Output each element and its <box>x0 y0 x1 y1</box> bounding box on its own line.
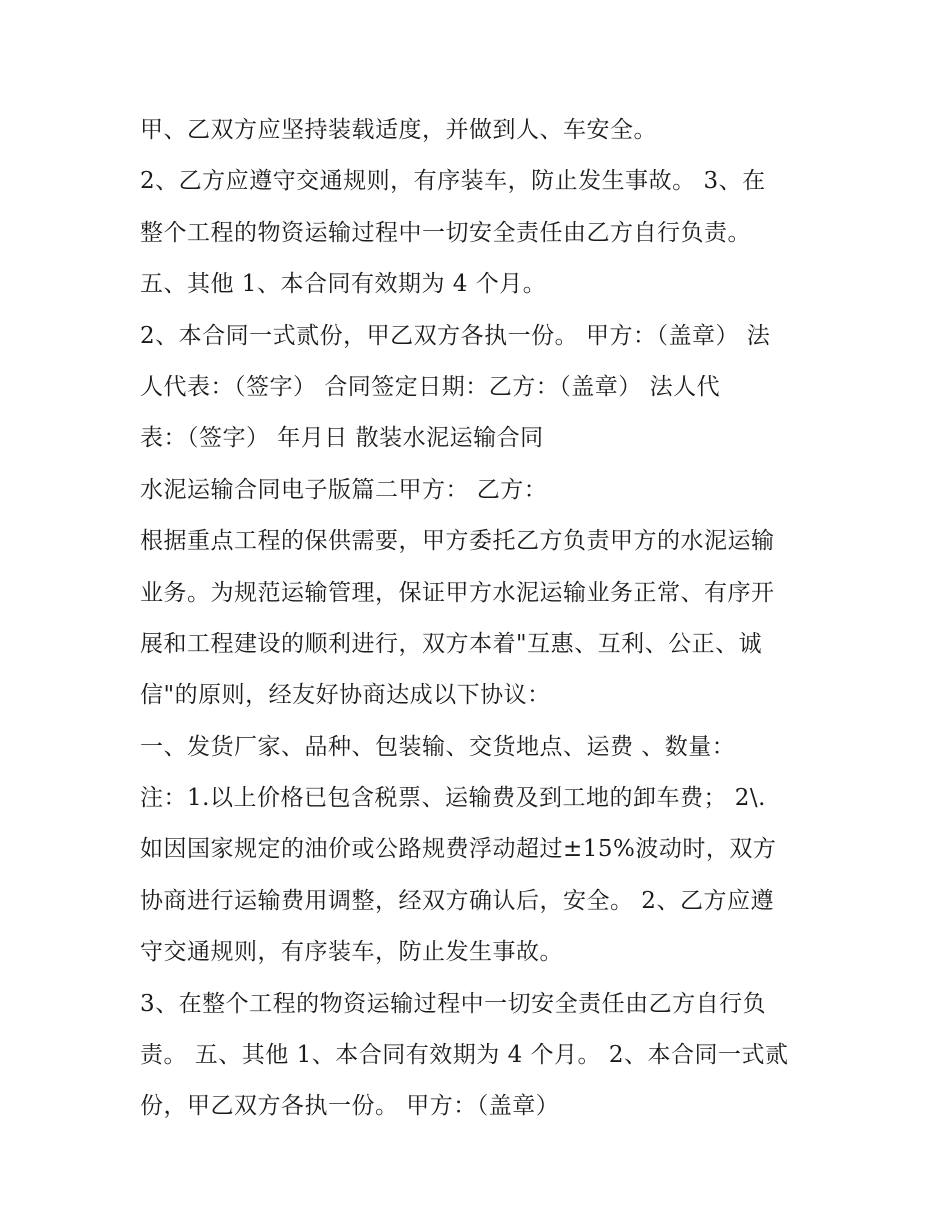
section-heading: 水泥运输合同电子版篇二甲方： 乙方： <box>140 476 548 503</box>
text-line: 注：1.以上价格已包含税票、运输费及到工地的卸车费； 2\. <box>140 785 766 812</box>
text-line: 根据重点工程的保供需要，甲方委托乙方负责甲方的水泥运输 <box>140 528 775 555</box>
text-line: 责。 五、其他 1、本合同有效期为 4 个月。 2、本合同一式贰 <box>140 1042 789 1069</box>
text-line: 信"的原则，经友好协商达成以下协议： <box>140 682 551 709</box>
text-line: 表：（签字） 年月日 散装水泥运输合同 <box>140 425 544 452</box>
text-line: 一、发货厂家、品种、包装输、交货地点、运费 、数量： <box>140 733 736 760</box>
text-line: 人代表：（签字） 合同签定日期：乙方：（盖章） 法人代 <box>140 373 721 400</box>
text-line: 展和工程建设的顺利进行，双方本着"互惠、互利、公正、诚 <box>140 630 763 657</box>
text-line: 份，甲乙双方各执一份。 甲方：（盖章） <box>140 1093 560 1120</box>
text-line: 守交通规则，有序装车，防止发生事故。 <box>140 939 563 966</box>
document-body <box>140 105 830 1133</box>
text-line: 整个工程的物资运输过程中一切安全责任由乙方自行负责。 <box>140 219 751 246</box>
text-line: 五、其他 1、本合同有效期为 4 个月。 <box>140 271 547 298</box>
text-line: 甲、乙双方应坚持装载适度，并做到人、车安全。 <box>140 117 657 143</box>
text-line: 协商进行运输费用调整，经双方确认后，安全。 2、乙方应遵 <box>140 887 774 914</box>
text-line: 2、乙方应遵守交通规则，有序装车，防止发生事故。 3、在 <box>140 168 766 195</box>
text-line: 3、在整个工程的物资运输过程中一切安全责任由乙方自行负 <box>140 990 767 1017</box>
text-line: 2、本合同一式贰份，甲乙双方各执一份。 甲方：（盖章） 法 <box>140 322 771 349</box>
text-line: 如因国家规定的油价或公路规费浮动超过±15%波动时，双方 <box>140 836 777 863</box>
text-line: 业务。为规范运输管理，保证甲方水泥运输业务正常、有序开 <box>140 579 775 606</box>
